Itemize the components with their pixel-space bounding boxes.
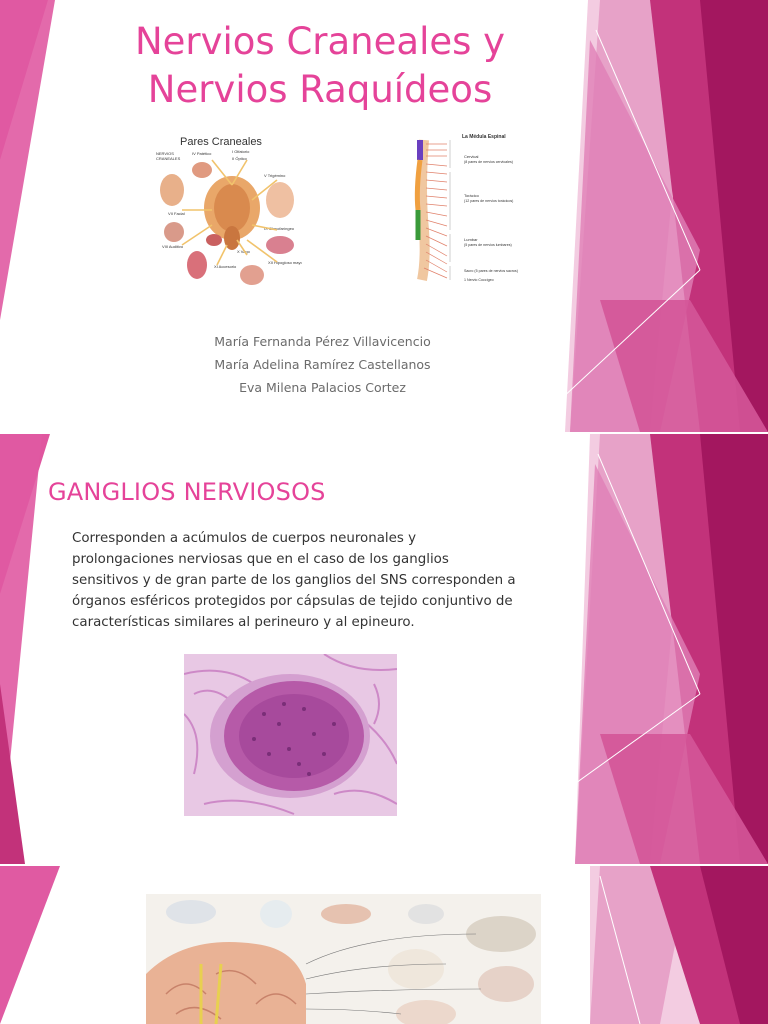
title-line-1: Nervios Craneales y xyxy=(134,20,506,63)
spinal-cord-image xyxy=(402,130,552,290)
ganglion-histology-image xyxy=(184,654,397,816)
author-name: Eva Milena Palacios Cortez xyxy=(239,380,406,395)
spine-label: (5 pares de nervios lumbares) xyxy=(464,243,512,247)
title-line-2: Nervios Raquídeos xyxy=(147,68,493,111)
spine-label: Sacro (5 pares de nervios sacros) xyxy=(464,269,518,273)
slide-ganglios xyxy=(0,434,768,864)
slide-title xyxy=(0,0,768,432)
author-name: María Fernanda Pérez Villavicencio xyxy=(214,334,431,349)
slide-cranial-nerves-diagram xyxy=(0,866,768,1024)
cranial-label: NERVIOS xyxy=(156,151,174,156)
author-name: María Adelina Ramírez Castellanos xyxy=(214,357,431,372)
cranial-label: IV Patético xyxy=(192,151,212,156)
spine-label: Cervical xyxy=(464,154,479,159)
cranial-label: I Olfatorio xyxy=(232,149,250,154)
spine-label: Torácico xyxy=(464,193,479,198)
spine-image-heading: La Médula Espinal xyxy=(462,134,506,140)
cranial-label: IX Glosofaríngeo xyxy=(264,226,295,231)
cranial-nerves-image xyxy=(152,130,302,290)
section-heading: GANGLIOS NERVIOSOS xyxy=(48,478,326,506)
cranial-label: VIII Auditivo xyxy=(162,244,184,249)
cranial-label: XII Hipogloso mayor xyxy=(268,260,302,265)
page-title xyxy=(70,18,570,114)
spine-label: (8 pares de nervios cervicales) xyxy=(464,160,513,164)
cranial-label: V Trigémino xyxy=(264,173,286,178)
spine-label: 1 Nervio Coccígeo xyxy=(464,278,494,282)
section-body-text: Corresponden a acúmulos de cuerpos neuronales y prolongaciones nerviosas que en el caso de los ganglios sensitivos y de gran parte de los ganglios del SNS corresponden a órganos esféricos protegidos por cápsulas de tejido conjuntivo de características similares al perineuro y al epineuro. xyxy=(72,531,516,630)
cranial-label: XI Accesorio xyxy=(214,264,237,269)
cranial-image-heading: Pares Craneales xyxy=(180,136,262,148)
spine-label: Lumbar xyxy=(464,237,478,242)
cranial-label: CRANEALES xyxy=(156,156,181,161)
cranial-nerves-diagram-image xyxy=(146,894,541,1024)
cranial-label: VII Facial xyxy=(168,211,185,216)
cranial-label: II Óptico xyxy=(232,156,247,161)
spine-label: (12 pares de nervios torácicos) xyxy=(464,199,514,203)
cranial-label: X Vago xyxy=(237,249,250,254)
